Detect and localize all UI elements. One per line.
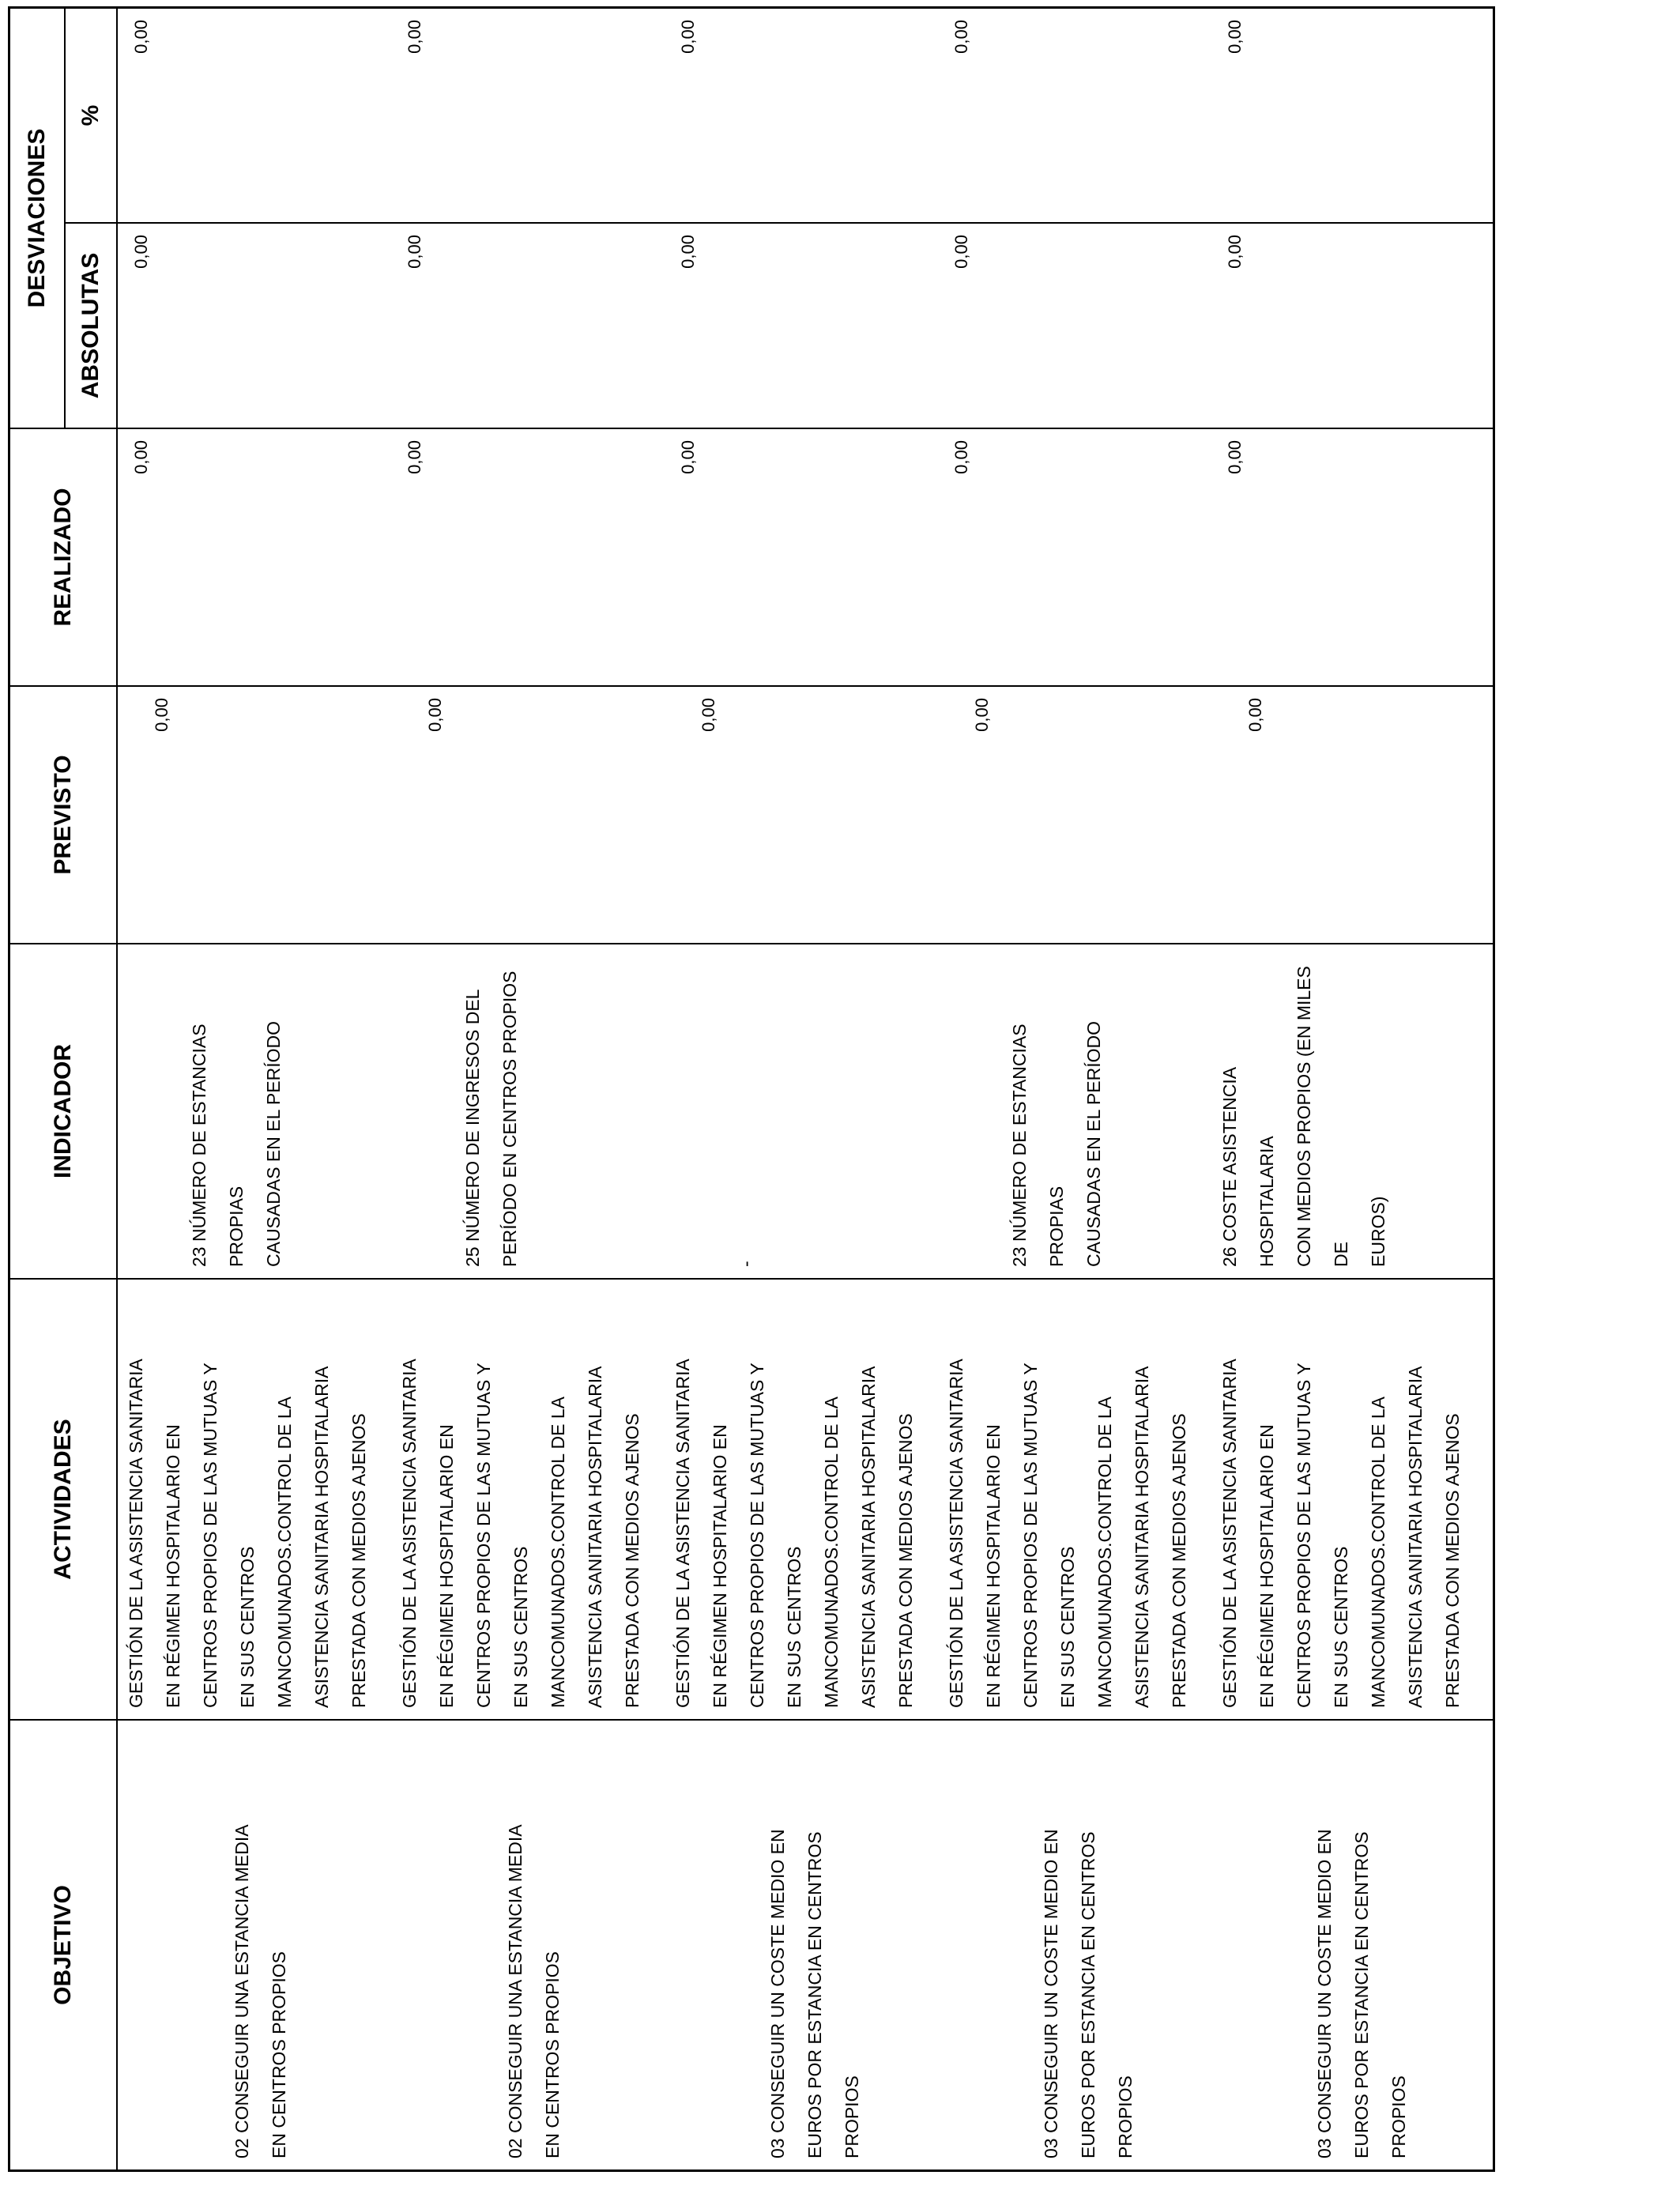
previsto-value: 0,00 [1245,698,1265,732]
objetivo-cell: 03 CONSEGUIR UN COSTE MEDIO EN EUROS POR ESTANCIA EN CENTROS PROPIOS [1314,1829,1409,2158]
absolutas-value: 0,00 [951,235,971,269]
header-previsto: PREVISTO [50,755,76,875]
table-row [391,4,665,2169]
absolutas-value: 0,00 [131,235,151,269]
previsto-value: 0,00 [972,698,992,732]
indicador-cell: 25 NÚMERO DE INGRESOS DEL PERÍODO EN CENTROS PROPIOS [462,971,520,1267]
objetivo-cell: 03 CONSEGUIR UN COSTE MEDIO EN EUROS POR ESTANCIA EN CENTROS PROPIOS [1041,1829,1136,2158]
absolutas-value: 0,00 [405,235,424,269]
absolutas-value: 0,00 [678,235,698,269]
header-actividades: ACTIVIDADES [50,1419,76,1580]
indicador-cell: - [736,1261,756,1267]
realizado-value: 0,00 [951,440,971,474]
previsto-value: 0,00 [699,698,718,732]
header-objetivo: OBJETIVO [50,1885,76,2005]
actividades-cell: GESTIÓN DE LA ASISTENCIA SANITARIA EN RÉGIMEN HOSPITALARIO EN CENTROS PROPIOS DE LAS MUTUAS Y EN SUS CENTROS MANCOMUNADOS.CONTROL DE LA ASISTENCIA SANITARIA HOSPITALARIA PRESTADA CON MEDIOS AJENOS [1219,1359,1463,1708]
objetivo-cell: 02 CONSEGUIR UNA ESTANCIA MEDIA EN CENTROS PROPIOS [505,1824,563,2158]
table-row [1211,4,1485,2169]
porcentaje-value: 0,00 [951,20,971,54]
objetivo-cell: 03 CONSEGUIR UN COSTE MEDIO EN EUROS POR ESTANCIA EN CENTROS PROPIOS [767,1829,862,2158]
table-row [665,4,938,2169]
actividades-cell: GESTIÓN DE LA ASISTENCIA SANITARIA EN RÉGIMEN HOSPITALARIO EN CENTROS PROPIOS DE LAS MUTUAS Y EN SUS CENTROS MANCOMUNADOS.CONTROL DE LA ASISTENCIA SANITARIA HOSPITALARIA PRESTADA CON MEDIOS AJENOS [126,1359,369,1708]
porcentaje-value: 0,00 [678,20,698,54]
objetivo-cell: 02 CONSEGUIR UNA ESTANCIA MEDIA EN CENTROS PROPIOS [232,1824,289,2158]
header-realizado: REALIZADO [50,488,76,627]
porcentaje-value: 0,00 [405,20,424,54]
header-indicador: INDICADOR [50,1044,76,1178]
realizado-value: 0,00 [131,440,151,474]
header-absolutas: ABSOLUTAS [77,252,104,399]
realizado-value: 0,00 [405,440,424,474]
header-porcentaje: % [77,104,104,126]
previsto-value: 0,00 [425,698,445,732]
table-row [938,4,1211,2169]
realizado-value: 0,00 [1225,440,1245,474]
table-row [118,4,391,2169]
indicador-cell: 23 NÚMERO DE ESTANCIAS PROPIAS CAUSADAS EN EL PERÍODO [189,1020,284,1267]
indicador-cell: 26 COSTE ASISTENCIA HOSPITALARIA CON MEDIOS PROPIOS (EN MILES DE EUROS) [1219,966,1388,1267]
actividades-cell: GESTIÓN DE LA ASISTENCIA SANITARIA EN RÉGIMEN HOSPITALARIO EN CENTROS PROPIOS DE LAS MUTUAS Y EN SUS CENTROS MANCOMUNADOS.CONTROL DE LA ASISTENCIA SANITARIA HOSPITALARIA PRESTADA CON MEDIOS AJENOS [672,1359,916,1708]
realizado-value: 0,00 [678,440,698,474]
previsto-value: 0,00 [152,698,171,732]
actividades-cell: GESTIÓN DE LA ASISTENCIA SANITARIA EN RÉGIMEN HOSPITALARIO EN CENTROS PROPIOS DE LAS MUTUAS Y EN SUS CENTROS MANCOMUNADOS.CONTROL DE LA ASISTENCIA SANITARIA HOSPITALARIA PRESTADA CON MEDIOS AJENOS [399,1359,642,1708]
actividades-cell: GESTIÓN DE LA ASISTENCIA SANITARIA EN RÉGIMEN HOSPITALARIO EN CENTROS PROPIOS DE LAS MUTUAS Y EN SUS CENTROS MANCOMUNADOS.CONTROL DE LA ASISTENCIA SANITARIA HOSPITALARIA PRESTADA CON MEDIOS AJENOS [946,1359,1189,1708]
indicador-cell: 23 NÚMERO DE ESTANCIAS PROPIAS CAUSADAS EN EL PERÍODO [1009,1020,1104,1267]
porcentaje-value: 0,00 [1225,20,1245,54]
indicator-table [8,6,1495,2172]
porcentaje-value: 0,00 [131,20,151,54]
header-desviaciones: DESVIACIONES [24,128,50,308]
absolutas-value: 0,00 [1225,235,1245,269]
